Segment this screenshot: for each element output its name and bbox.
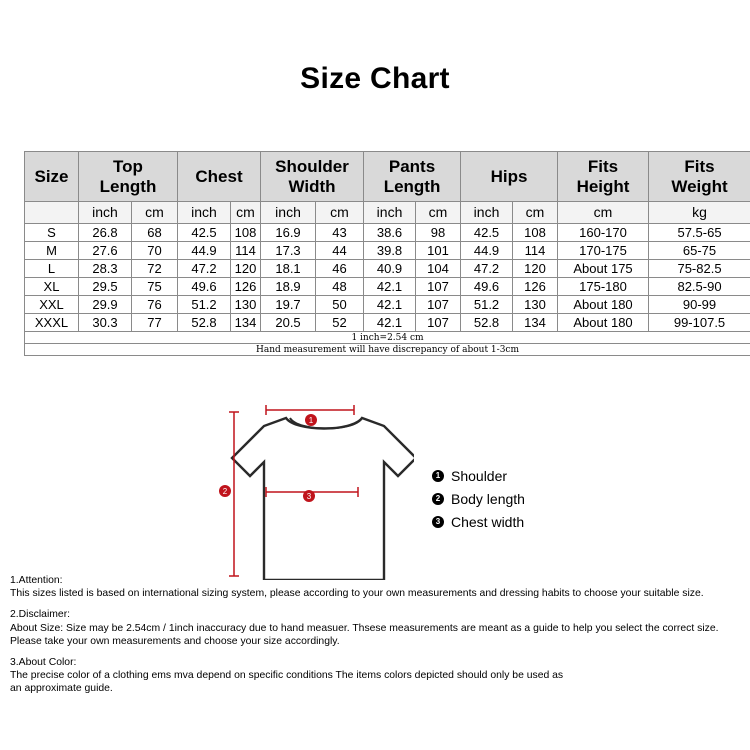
table-cell: 170-175 [558, 242, 649, 260]
table-cell: 42.1 [364, 278, 416, 296]
conversion-note-row [25, 332, 750, 344]
table-cell: 19.7 [261, 296, 316, 314]
table-cell: 50 [316, 296, 364, 314]
unit-cell: cm [231, 202, 261, 224]
table-cell: 160-170 [558, 224, 649, 242]
tshirt-icon [232, 418, 414, 580]
size-cell: XXL [25, 296, 79, 314]
table-cell: 29.9 [79, 296, 132, 314]
unit-cell: cm [132, 202, 178, 224]
color-text: The precise color of a clothing ems mva depend on specific conditions The items colors depicted should only be used as [10, 670, 564, 682]
legend-label: Body length [451, 490, 525, 507]
units-row [25, 202, 750, 224]
color-title: 3.About Color: [10, 657, 77, 669]
svg-text:1: 1 [308, 416, 314, 425]
table-cell: 44 [316, 242, 364, 260]
table-cell: 52.8 [461, 314, 513, 332]
table-cell: 107 [416, 296, 461, 314]
number-badge-icon: 2 [432, 493, 444, 505]
unit-cell: cm [513, 202, 558, 224]
table-cell: 39.8 [364, 242, 416, 260]
table-cell: 18.1 [261, 260, 316, 278]
table-cell: 130 [231, 296, 261, 314]
table-cell: 27.6 [79, 242, 132, 260]
size-cell: XL [25, 278, 79, 296]
disclaimer-note [10, 608, 745, 648]
table-cell: 20.5 [261, 314, 316, 332]
table-cell: 68 [132, 224, 178, 242]
table-cell: 26.8 [79, 224, 132, 242]
table-cell: 76 [132, 296, 178, 314]
table-cell: 49.6 [178, 278, 231, 296]
page-title: Size Chart [300, 62, 450, 95]
size-cell: S [25, 224, 79, 242]
size-cell: M [25, 242, 79, 260]
table-cell: 75 [132, 278, 178, 296]
unit-cell: cm [558, 202, 649, 224]
tshirt-diagram [214, 400, 414, 580]
body-length-measure-line [229, 412, 239, 576]
table-cell: 52.8 [178, 314, 231, 332]
table-cell: 98 [416, 224, 461, 242]
table-cell: 28.3 [79, 260, 132, 278]
svg-text:3: 3 [306, 492, 312, 501]
header-row [25, 152, 750, 202]
table-cell: 104 [416, 260, 461, 278]
attention-title: 1.Attention: [10, 575, 63, 586]
table-cell: 42.5 [461, 224, 513, 242]
table-cell: 51.2 [461, 296, 513, 314]
marker-2-icon [219, 485, 231, 497]
table-cell: 72 [132, 260, 178, 278]
table-cell: 134 [513, 314, 558, 332]
table-cell: 42.1 [364, 314, 416, 332]
table-cell: 101 [416, 242, 461, 260]
header-chest: Chest [178, 152, 261, 202]
size-cell: XXXL [25, 314, 79, 332]
header-pants-length: Pants Length [364, 152, 461, 202]
table-cell: 75-82.5 [649, 260, 750, 278]
measurement-note: Hand measurement will have discrepancy of about 1-3cm [25, 344, 750, 356]
table-cell: 107 [416, 278, 461, 296]
table-cell: 44.9 [461, 242, 513, 260]
table-cell: 134 [231, 314, 261, 332]
table-cell: 77 [132, 314, 178, 332]
color-note [10, 656, 745, 696]
table-row [25, 314, 750, 332]
header-fits-weight: Fits Weight [649, 152, 750, 202]
table-cell: 30.3 [79, 314, 132, 332]
table-cell: 43 [316, 224, 364, 242]
header-hips: Hips [461, 152, 558, 202]
table-cell: 52 [316, 314, 364, 332]
unit-cell: inch [261, 202, 316, 224]
header-shoulder-width: Shoulder Width [261, 152, 364, 202]
table-cell: 126 [513, 278, 558, 296]
measurement-legend [432, 464, 525, 533]
legend-label: Chest width [451, 513, 525, 530]
header-fits-height: Fits Height [558, 152, 649, 202]
table-cell: 40.9 [364, 260, 416, 278]
legend-item-shoulder [432, 464, 525, 487]
table-cell: 18.9 [261, 278, 316, 296]
unit-cell: inch [178, 202, 231, 224]
table-cell: 120 [231, 260, 261, 278]
table-cell: 65-75 [649, 242, 750, 260]
unit-cell: inch [461, 202, 513, 224]
table-cell: 48 [316, 278, 364, 296]
measurement-note-row [25, 344, 750, 356]
header-size: Size [25, 152, 79, 202]
number-badge-icon: 3 [432, 516, 444, 528]
table-row [25, 296, 750, 314]
table-cell: 47.2 [178, 260, 231, 278]
table-cell: 42.1 [364, 296, 416, 314]
table-row [25, 278, 750, 296]
table-cell: 49.6 [461, 278, 513, 296]
table-cell: 17.3 [261, 242, 316, 260]
attention-text: This sizes listed is based on international sizing system, please according to your own measurements and dressing habits to choose your suitable size. [10, 588, 704, 600]
shoulder-measure-line [266, 405, 354, 415]
table-cell: 47.2 [461, 260, 513, 278]
legend-label: Shoulder [451, 467, 508, 484]
table-cell: 46 [316, 260, 364, 278]
legend-item-chest-width [432, 510, 525, 533]
table-cell: 120 [513, 260, 558, 278]
table-cell: 175-180 [558, 278, 649, 296]
color-text: an approximate guide. [10, 683, 113, 695]
table-cell: 29.5 [79, 278, 132, 296]
table-cell: 44.9 [178, 242, 231, 260]
table-cell: About 175 [558, 260, 649, 278]
disclaimer-text: About Size: Size may be 2.54cm / 1inch inaccuracy due to hand measuer. Thsese measurements are meant as a guide to help you select the correct size. [10, 622, 719, 634]
header-top-length: Top Length [79, 152, 178, 202]
table-row [25, 242, 750, 260]
size-cell: L [25, 260, 79, 278]
table-cell: 114 [231, 242, 261, 260]
table-cell: About 180 [558, 296, 649, 314]
table-cell: 108 [513, 224, 558, 242]
attention-note [10, 574, 745, 600]
table-cell: 70 [132, 242, 178, 260]
table-cell: 51.2 [178, 296, 231, 314]
table-cell: About 180 [558, 314, 649, 332]
marker-1-icon [305, 414, 317, 426]
table-row [25, 224, 750, 242]
unit-cell: cm [416, 202, 461, 224]
table-cell: 38.6 [364, 224, 416, 242]
unit-cell: kg [649, 202, 750, 224]
disclaimer-title: 2.Disclaimer: [10, 609, 71, 621]
table-cell: 16.9 [261, 224, 316, 242]
legend-item-body-length [432, 487, 525, 510]
unit-cell: cm [316, 202, 364, 224]
unit-cell-blank [25, 202, 79, 224]
table-cell: 82.5-90 [649, 278, 750, 296]
svg-text:2: 2 [222, 487, 228, 496]
unit-cell: inch [79, 202, 132, 224]
marker-3-icon [303, 490, 315, 502]
table-cell: 107 [416, 314, 461, 332]
table-cell: 126 [231, 278, 261, 296]
table-cell: 57.5-65 [649, 224, 750, 242]
table-cell: 108 [231, 224, 261, 242]
conversion-note: 1 inch=2.54 cm [25, 332, 750, 344]
unit-cell: inch [364, 202, 416, 224]
size-table [24, 151, 750, 356]
table-cell: 42.5 [178, 224, 231, 242]
number-badge-icon: 1 [432, 470, 444, 482]
table-cell: 114 [513, 242, 558, 260]
table-row [25, 260, 750, 278]
table-cell: 130 [513, 296, 558, 314]
table-cell: 90-99 [649, 296, 750, 314]
notes-section [10, 574, 745, 704]
disclaimer-text: Please take your own measurements and choose your size accordingly. [10, 635, 340, 647]
table-cell: 99-107.5 [649, 314, 750, 332]
